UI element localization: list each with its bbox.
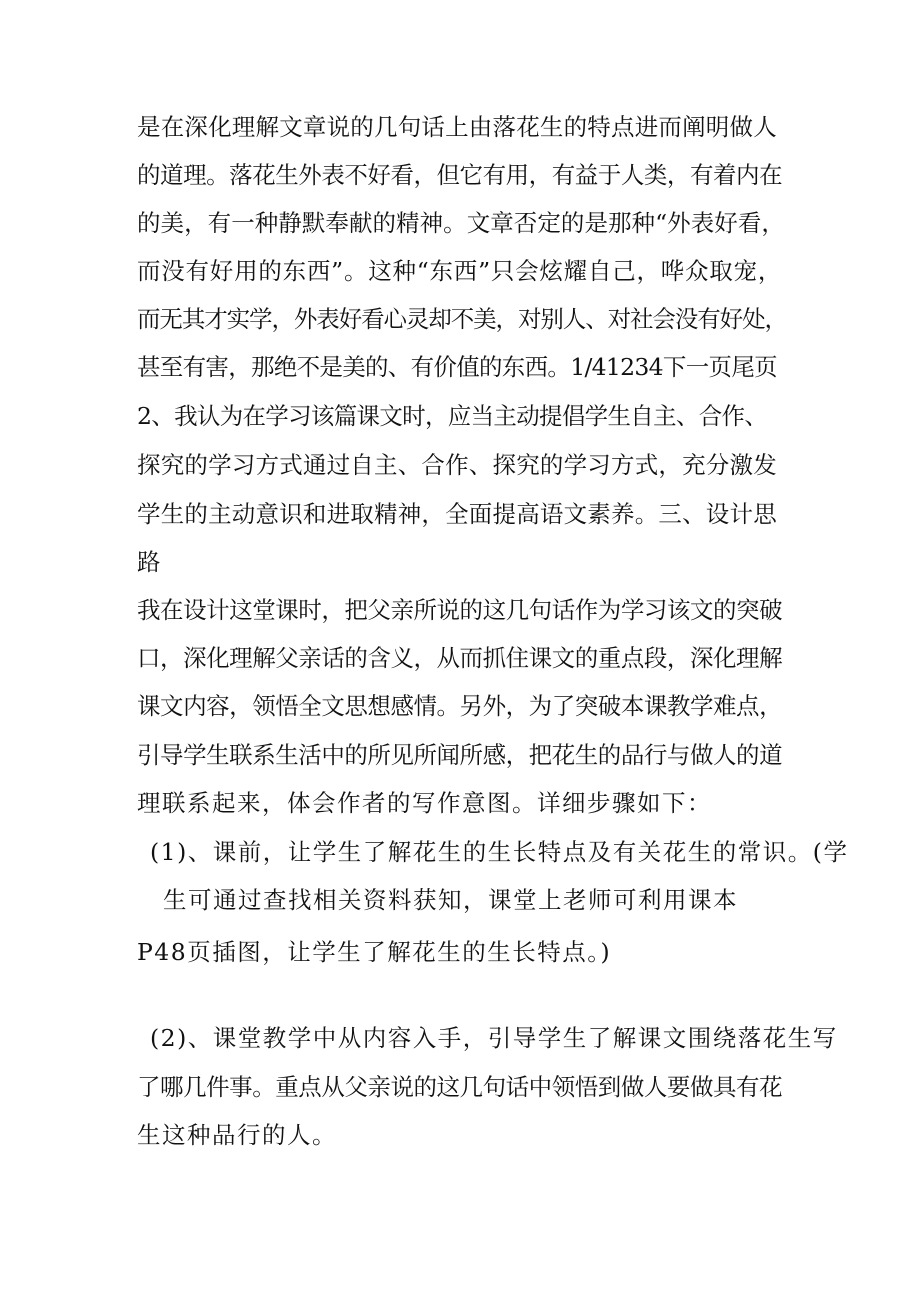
- text-line: (2)、课堂教学中从内容入手，引导学生了解课文围绕落花生写: [150, 1024, 838, 1052]
- text-line: 探究的学习方式通过自主、合作、探究的学习方式，充分激发: [137, 451, 777, 479]
- text-line: 我在设计这堂课时，把父亲所说的这几句话作为学习该文的突破: [137, 596, 783, 624]
- text-line: 而没有好用的东西”。这种“东西”只会炫耀自己，哗众取宠，: [137, 257, 783, 285]
- text-line: 而无其才实学，外表好看心灵却不美，对别人、对社会没有好处，: [137, 305, 787, 333]
- text-line: 了哪几件事。重点从父亲说的这几句话中领悟到做人要做具有花: [137, 1073, 783, 1101]
- text-line: 生这种品行的人。: [137, 1121, 337, 1149]
- text-line: 的道理。落花生外表不好看，但它有用，有益于人类，有着内在: [137, 161, 783, 189]
- text-line: 口，深化理解父亲话的含义，从而抓住课文的重点段，深化理解: [137, 644, 783, 672]
- text-line: 生可通过查找相关资料获知，课堂上老师可利用课本: [163, 886, 738, 914]
- text-line: 引导学生联系生活中的所见所闻所感，把花生的品行与做人的道: [137, 741, 783, 769]
- text-line: 课文内容，领悟全文思想感情。另外，为了突破本课教学难点，: [137, 692, 783, 720]
- text-line: P48页插图，让学生了解花生的生长特点。): [137, 938, 612, 966]
- text-line: 是在深化理解文章说的几句话上由落花生的特点进而阐明做人: [137, 113, 777, 141]
- text-line: 甚至有害，那绝不是美的、有价值的东西。1/41234下一页尾页: [137, 353, 777, 381]
- text-line: 学生的主动意识和进取精神，全面提高语文素养。三、设计思: [137, 500, 777, 528]
- text-line: 2、我认为在学习该篇课文时，应当主动提倡学生自主、合作、: [137, 402, 768, 430]
- text-line: 理联系起来，体会作者的写作意图。详细步骤如下：: [137, 789, 712, 817]
- text-line: 路: [137, 548, 162, 576]
- text-line: (1)、课前，让学生了解花生的生长特点及有关花生的常识。(学: [150, 838, 849, 866]
- text-line: 的美，有一种静默奉献的精神。文章否定的是那种“外表好看，: [137, 209, 785, 237]
